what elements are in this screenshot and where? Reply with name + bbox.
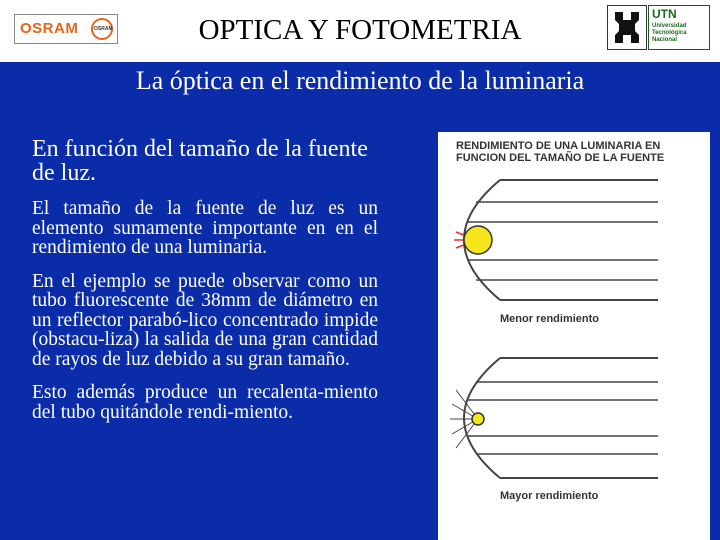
reflector-figure: [438, 132, 710, 540]
text-column: [32, 137, 378, 436]
header: [0, 0, 720, 62]
large-source-reflector: [454, 180, 658, 300]
utn-logo: [648, 5, 710, 50]
figure-title: RENDIMIENTO DE UNA LUMINARIA EN FUNCION DEL TAMAÑO DE LA FUENTE: [456, 140, 665, 164]
figure-label-bottom: Mayor rendimiento: [500, 490, 599, 502]
paragraph: En el ejemplo se puede observar como un tubo fluorescente de 38mm de diámetro en un reflector parabó-lico concentrado impide (obstacu-liza) la salida de una gran cantidad de rayos de luz debido a su gran tamaño.: [32, 270, 378, 370]
reflector-diagram: [438, 132, 710, 540]
utn-subtitle: [652, 23, 687, 44]
small-source-reflector: [450, 358, 658, 478]
slide-subtitle: La óptica en el rendimiento de la luminaria: [135, 66, 585, 95]
utn-name: UTN: [652, 7, 677, 21]
slide-body: [0, 62, 720, 540]
paragraph: El tamaño de la fuente de luz es un elemento sumamente importante en en el rendimiento de una luminaria.: [32, 198, 378, 258]
utn-sub-line: Nacional: [652, 37, 678, 43]
large-light-source: [464, 226, 492, 254]
utn-sub-line: Universidad: [652, 23, 687, 29]
figure-label-top: Menor rendimiento: [500, 313, 600, 325]
osram-logo-text: OSRAM: [20, 20, 79, 37]
page-title: OPTICA Y FOTOMETRIA: [198, 14, 522, 46]
section-heading: En función del tamaño de la fuente de luz.: [32, 136, 368, 186]
utn-sub-line: Tecnológica: [652, 30, 687, 36]
paragraph: Esto además produce un recalenta-miento del tubo quitándole rendi-miento.: [32, 382, 378, 423]
utn-emblem-icon: [607, 5, 647, 50]
small-light-source: [472, 413, 484, 425]
osram-bulb-text: OSRAM: [94, 26, 113, 32]
